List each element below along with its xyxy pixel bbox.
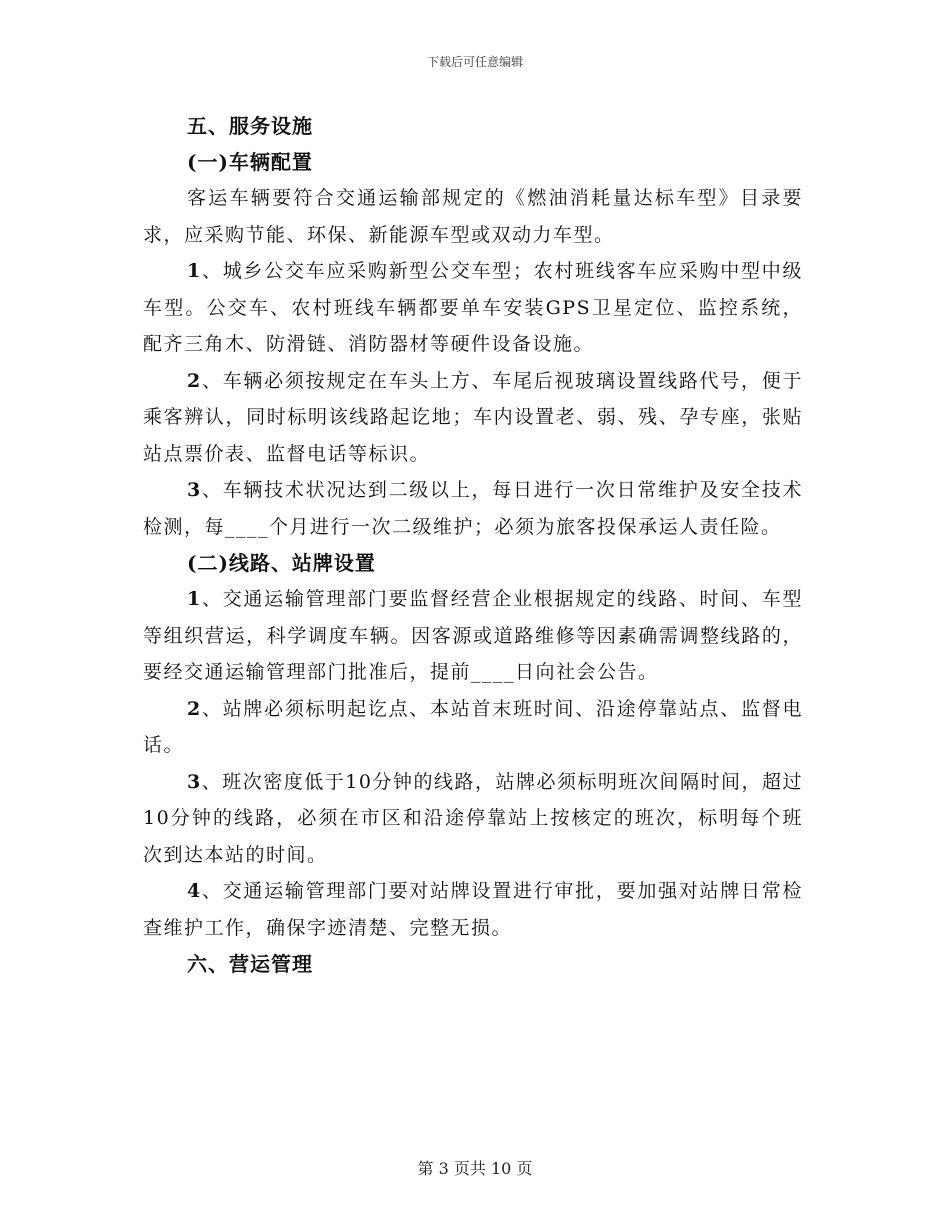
paragraph-vehicle-requirements: [143, 180, 803, 253]
paragraph-number: 2: [187, 697, 202, 720]
paragraph-text: 、车辆技术状况达到二级以上，每日进行一次日常维护及安全技术检测，每____个月进行一次二级维护；必须为旅客投保承运人责任险。: [143, 479, 803, 538]
document-body: [143, 108, 803, 982]
page-header-note: 下载后可任意编辑: [426, 55, 523, 69]
paragraph-number: 4: [187, 880, 202, 902]
paragraph-number: 1: [187, 588, 202, 610]
paragraph-item: [143, 253, 803, 363]
paragraph-item: [143, 581, 803, 691]
subsection-heading-routes-stops: (二)线路、站牌设置: [187, 551, 376, 575]
paragraph-number: 3: [187, 770, 202, 793]
paragraph-item: [143, 691, 803, 764]
paragraph-item: [143, 764, 803, 874]
section-heading-services: 五、服务设施: [187, 114, 313, 138]
subsection-heading-vehicles: (一)车辆配置: [187, 150, 313, 174]
paragraph-text: 、站牌必须标明起讫点、本站首末班时间、沿途停靠站点、监督电话。: [143, 697, 803, 756]
paragraph-number: 1: [187, 260, 202, 282]
paragraph-text: 、交通运输管理部门要监督经营企业根据规定的线路、时间、车型等组织营运，科学调度车辆。因客源或道路维修等因素确需调整线路的，要经交通运输管理部门批准后，提前____日向社会公告。: [143, 588, 803, 683]
paragraph-item: [143, 363, 803, 473]
page-number: 第 3 页共 10 页: [417, 1159, 533, 1178]
paragraph-number: 3: [187, 479, 202, 501]
paragraph-text: 、班次密度低于10分钟的线路，站牌必须标明班次间隔时间，超过10分钟的线路，必须在市区和沿途停靠站上按核定的班次，标明每个班次到达本站的时间。: [143, 770, 803, 866]
paragraph-item: [143, 472, 803, 545]
paragraph-text: 、车辆必须按规定在车头上方、车尾后视玻璃设置线路代号，便于乘客辨认，同时标明该线路起讫地；车内设置老、弱、残、孕专座，张贴站点票价表、监督电话等标识。: [143, 369, 803, 465]
section-heading-operations: 六、营运管理: [187, 952, 313, 976]
paragraph-text: 、城乡公交车应采购新型公交车型；农村班线客车应采购中型中级车型。公交车、农村班线车辆都要单车安装GPS卫星定位、监控系统，配齐三角木、防滑链、消防器材等硬件设备设施。: [143, 260, 803, 355]
paragraph-number: 2: [187, 369, 202, 392]
paragraph-text: 客运车辆要符合交通运输部规定的《燃油消耗量达标车型》目录要求，应采购节能、环保、新能源车型或双动力车型。: [143, 187, 803, 246]
paragraph-text: 、交通运输管理部门要对站牌设置进行审批，要加强对站牌日常检查维护工作，确保字迹清楚、完整无损。: [143, 880, 803, 939]
paragraph-item: [143, 873, 803, 946]
